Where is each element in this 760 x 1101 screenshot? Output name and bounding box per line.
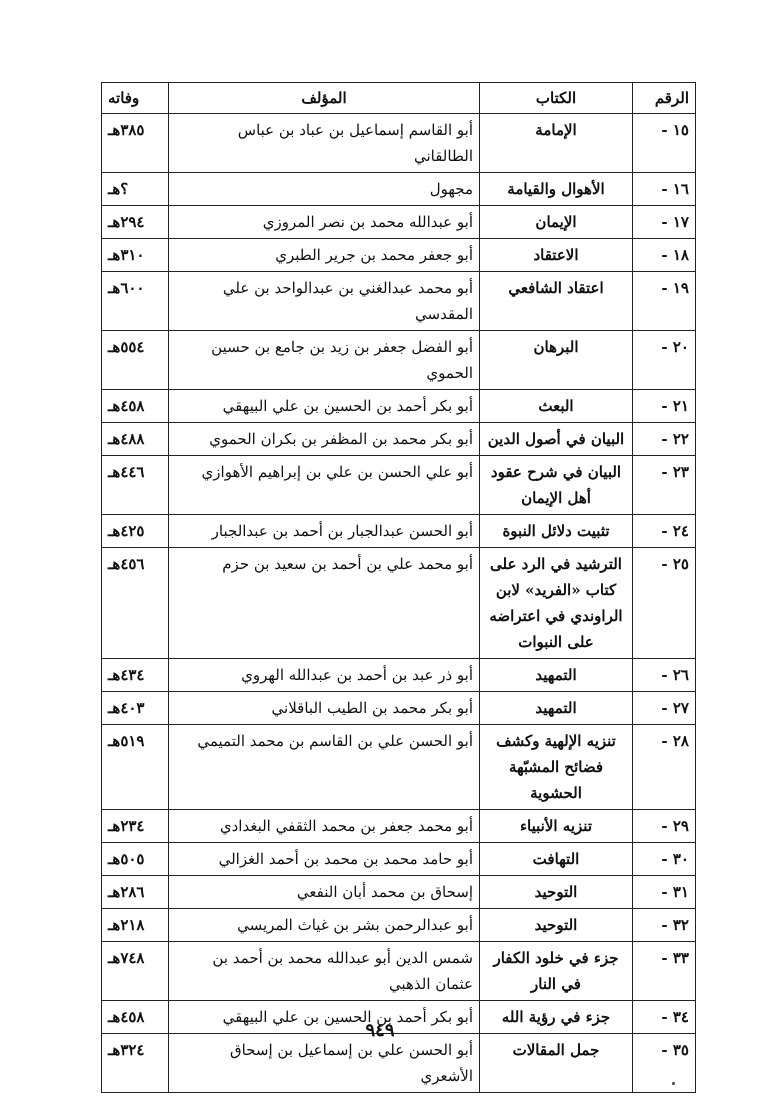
books-table-container	[101, 82, 695, 1093]
row-author: شمس الدين أبو عبدالله محمد بن أحمد بن عثمان الذهبي	[169, 942, 480, 1001]
header-book: الكتاب	[480, 83, 633, 114]
table-row	[102, 173, 696, 206]
row-book-title: جزء في رؤية الله	[480, 1001, 633, 1034]
row-number: ١٩ -	[633, 272, 696, 331]
table-row	[102, 1034, 696, 1093]
table-row	[102, 456, 696, 515]
table-row	[102, 331, 696, 390]
row-author: أبو عبدالله محمد بن نصر المروزي	[169, 206, 480, 239]
row-death-year: ؟هـ	[102, 173, 169, 206]
page-number: ٩٤٩	[365, 1020, 395, 1041]
row-number: ٣٥ -	[633, 1034, 696, 1093]
row-number: ١٧ -	[633, 206, 696, 239]
table-row	[102, 390, 696, 423]
row-author: أبو بكر محمد بن الطيب الباقلاني	[169, 692, 480, 725]
row-number: ٣٠ -	[633, 843, 696, 876]
table-row	[102, 909, 696, 942]
row-death-year: ٦٠٠هـ	[102, 272, 169, 331]
row-number: ٢٦ -	[633, 659, 696, 692]
row-number: ٢٩ -	[633, 810, 696, 843]
row-author: أبو الحسن عبدالجبار بن أحمد بن عبدالجبار	[169, 515, 480, 548]
row-book-title: تثبيت دلائل النبوة	[480, 515, 633, 548]
row-author: أبو بكر محمد بن المظفر بن بكران الحموي	[169, 423, 480, 456]
scan-speck	[672, 1082, 675, 1085]
row-book-title: الاعتقاد	[480, 239, 633, 272]
row-death-year: ٢١٨هـ	[102, 909, 169, 942]
row-author: أبو محمد علي بن أحمد بن سعيد بن حزم	[169, 548, 480, 659]
books-table	[101, 82, 696, 1093]
row-author: أبو بكر أحمد بن الحسين بن علي البيهقي	[169, 1001, 480, 1034]
row-death-year: ٤٨٨هـ	[102, 423, 169, 456]
row-book-title: البعث	[480, 390, 633, 423]
row-book-title: التمهيد	[480, 692, 633, 725]
row-death-year: ٥١٩هـ	[102, 725, 169, 810]
table-row	[102, 548, 696, 659]
table-header-row	[102, 83, 696, 114]
row-book-title: التهافت	[480, 843, 633, 876]
table-row	[102, 843, 696, 876]
row-death-year: ٤٢٥هـ	[102, 515, 169, 548]
row-number: ١٦ -	[633, 173, 696, 206]
row-death-year: ٧٤٨هـ	[102, 942, 169, 1001]
row-number: ٢٤ -	[633, 515, 696, 548]
row-death-year: ٣١٠هـ	[102, 239, 169, 272]
row-book-title: الأهوال والقيامة	[480, 173, 633, 206]
table-row	[102, 810, 696, 843]
row-number: ٢٥ -	[633, 548, 696, 659]
row-author: أبو جعفر محمد بن جرير الطبري	[169, 239, 480, 272]
row-number: ٣٣ -	[633, 942, 696, 1001]
row-author: إسحاق بن محمد أبان النفعي	[169, 876, 480, 909]
table-body	[102, 114, 696, 1093]
row-number: ٢١ -	[633, 390, 696, 423]
table-row	[102, 515, 696, 548]
table-row	[102, 692, 696, 725]
row-number: ٣٤ -	[633, 1001, 696, 1034]
header-author: المؤلف	[169, 83, 480, 114]
row-book-title: التوحيد	[480, 909, 633, 942]
table-row	[102, 239, 696, 272]
table-row	[102, 272, 696, 331]
row-death-year: ٤٥٦هـ	[102, 548, 169, 659]
row-death-year: ٥٠٥هـ	[102, 843, 169, 876]
row-death-year: ٢٩٤هـ	[102, 206, 169, 239]
row-author: أبو محمد عبدالغني بن عبدالواحد بن علي المقدسي	[169, 272, 480, 331]
row-book-title: البيان في أصول الدين	[480, 423, 633, 456]
row-number: ١٥ -	[633, 114, 696, 173]
row-author: أبو عبدالرحمن بشر بن غياث المريسي	[169, 909, 480, 942]
row-book-title: البيان في شرح عقود أهل الإيمان	[480, 456, 633, 515]
row-author: أبو الحسن علي بن القاسم بن محمد التميمي	[169, 725, 480, 810]
row-death-year: ٤٣٤هـ	[102, 659, 169, 692]
row-book-title: البرهان	[480, 331, 633, 390]
row-book-title: تنزيه الإلهية وكشف فضائح المشبّهة الحشوية	[480, 725, 633, 810]
row-death-year: ٥٥٤هـ	[102, 331, 169, 390]
row-author: أبو الحسن علي بن إسماعيل بن إسحاق الأشعري	[169, 1034, 480, 1093]
row-author: أبو حامد محمد بن محمد بن أحمد الغزالي	[169, 843, 480, 876]
row-number: ٣١ -	[633, 876, 696, 909]
row-book-title: اعتقاد الشافعي	[480, 272, 633, 331]
row-number: ٢٣ -	[633, 456, 696, 515]
row-death-year: ٣٨٥هـ	[102, 114, 169, 173]
row-book-title: تنزيه الأنبياء	[480, 810, 633, 843]
row-death-year: ٣٢٤هـ	[102, 1034, 169, 1093]
row-death-year: ٢٨٦هـ	[102, 876, 169, 909]
row-author: أبو الفضل جعفر بن زيد بن جامع بن حسين الحموي	[169, 331, 480, 390]
row-author: أبو محمد جعفر بن محمد الثقفي البغدادي	[169, 810, 480, 843]
row-author: أبو القاسم إسماعيل بن عباد بن عباس الطالقاني	[169, 114, 480, 173]
row-death-year: ٤٥٨هـ	[102, 1001, 169, 1034]
table-row	[102, 725, 696, 810]
table-row	[102, 423, 696, 456]
row-number: ٢٧ -	[633, 692, 696, 725]
table-row	[102, 876, 696, 909]
row-book-title: التوحيد	[480, 876, 633, 909]
row-book-title: الترشيد في الرد على كتاب «الفريد» لابن الراوندي في اعتراضه على النبوات	[480, 548, 633, 659]
row-book-title: الإمامة	[480, 114, 633, 173]
table-row	[102, 659, 696, 692]
row-death-year: ٤٠٣هـ	[102, 692, 169, 725]
row-author: أبو بكر أحمد بن الحسين بن علي البيهقي	[169, 390, 480, 423]
row-book-title: جزء في خلود الكفار في النار	[480, 942, 633, 1001]
table-row	[102, 114, 696, 173]
row-book-title: الإيمان	[480, 206, 633, 239]
row-book-title: جمل المقالات	[480, 1034, 633, 1093]
row-death-year: ٢٣٤هـ	[102, 810, 169, 843]
header-death: وفاته	[102, 83, 169, 114]
row-number: ٢٢ -	[633, 423, 696, 456]
row-death-year: ٤٤٦هـ	[102, 456, 169, 515]
row-number: ٢٠ -	[633, 331, 696, 390]
row-number: ٣٢ -	[633, 909, 696, 942]
row-author: مجهول	[169, 173, 480, 206]
header-number: الرقم	[633, 83, 696, 114]
row-book-title: التمهيد	[480, 659, 633, 692]
row-number: ١٨ -	[633, 239, 696, 272]
row-death-year: ٤٥٨هـ	[102, 390, 169, 423]
row-author: أبو ذر عبد بن أحمد بن عبدالله الهروي	[169, 659, 480, 692]
table-row	[102, 206, 696, 239]
row-number: ٢٨ -	[633, 725, 696, 810]
table-row	[102, 942, 696, 1001]
row-author: أبو علي الحسن بن علي بن إبراهيم الأهوازي	[169, 456, 480, 515]
